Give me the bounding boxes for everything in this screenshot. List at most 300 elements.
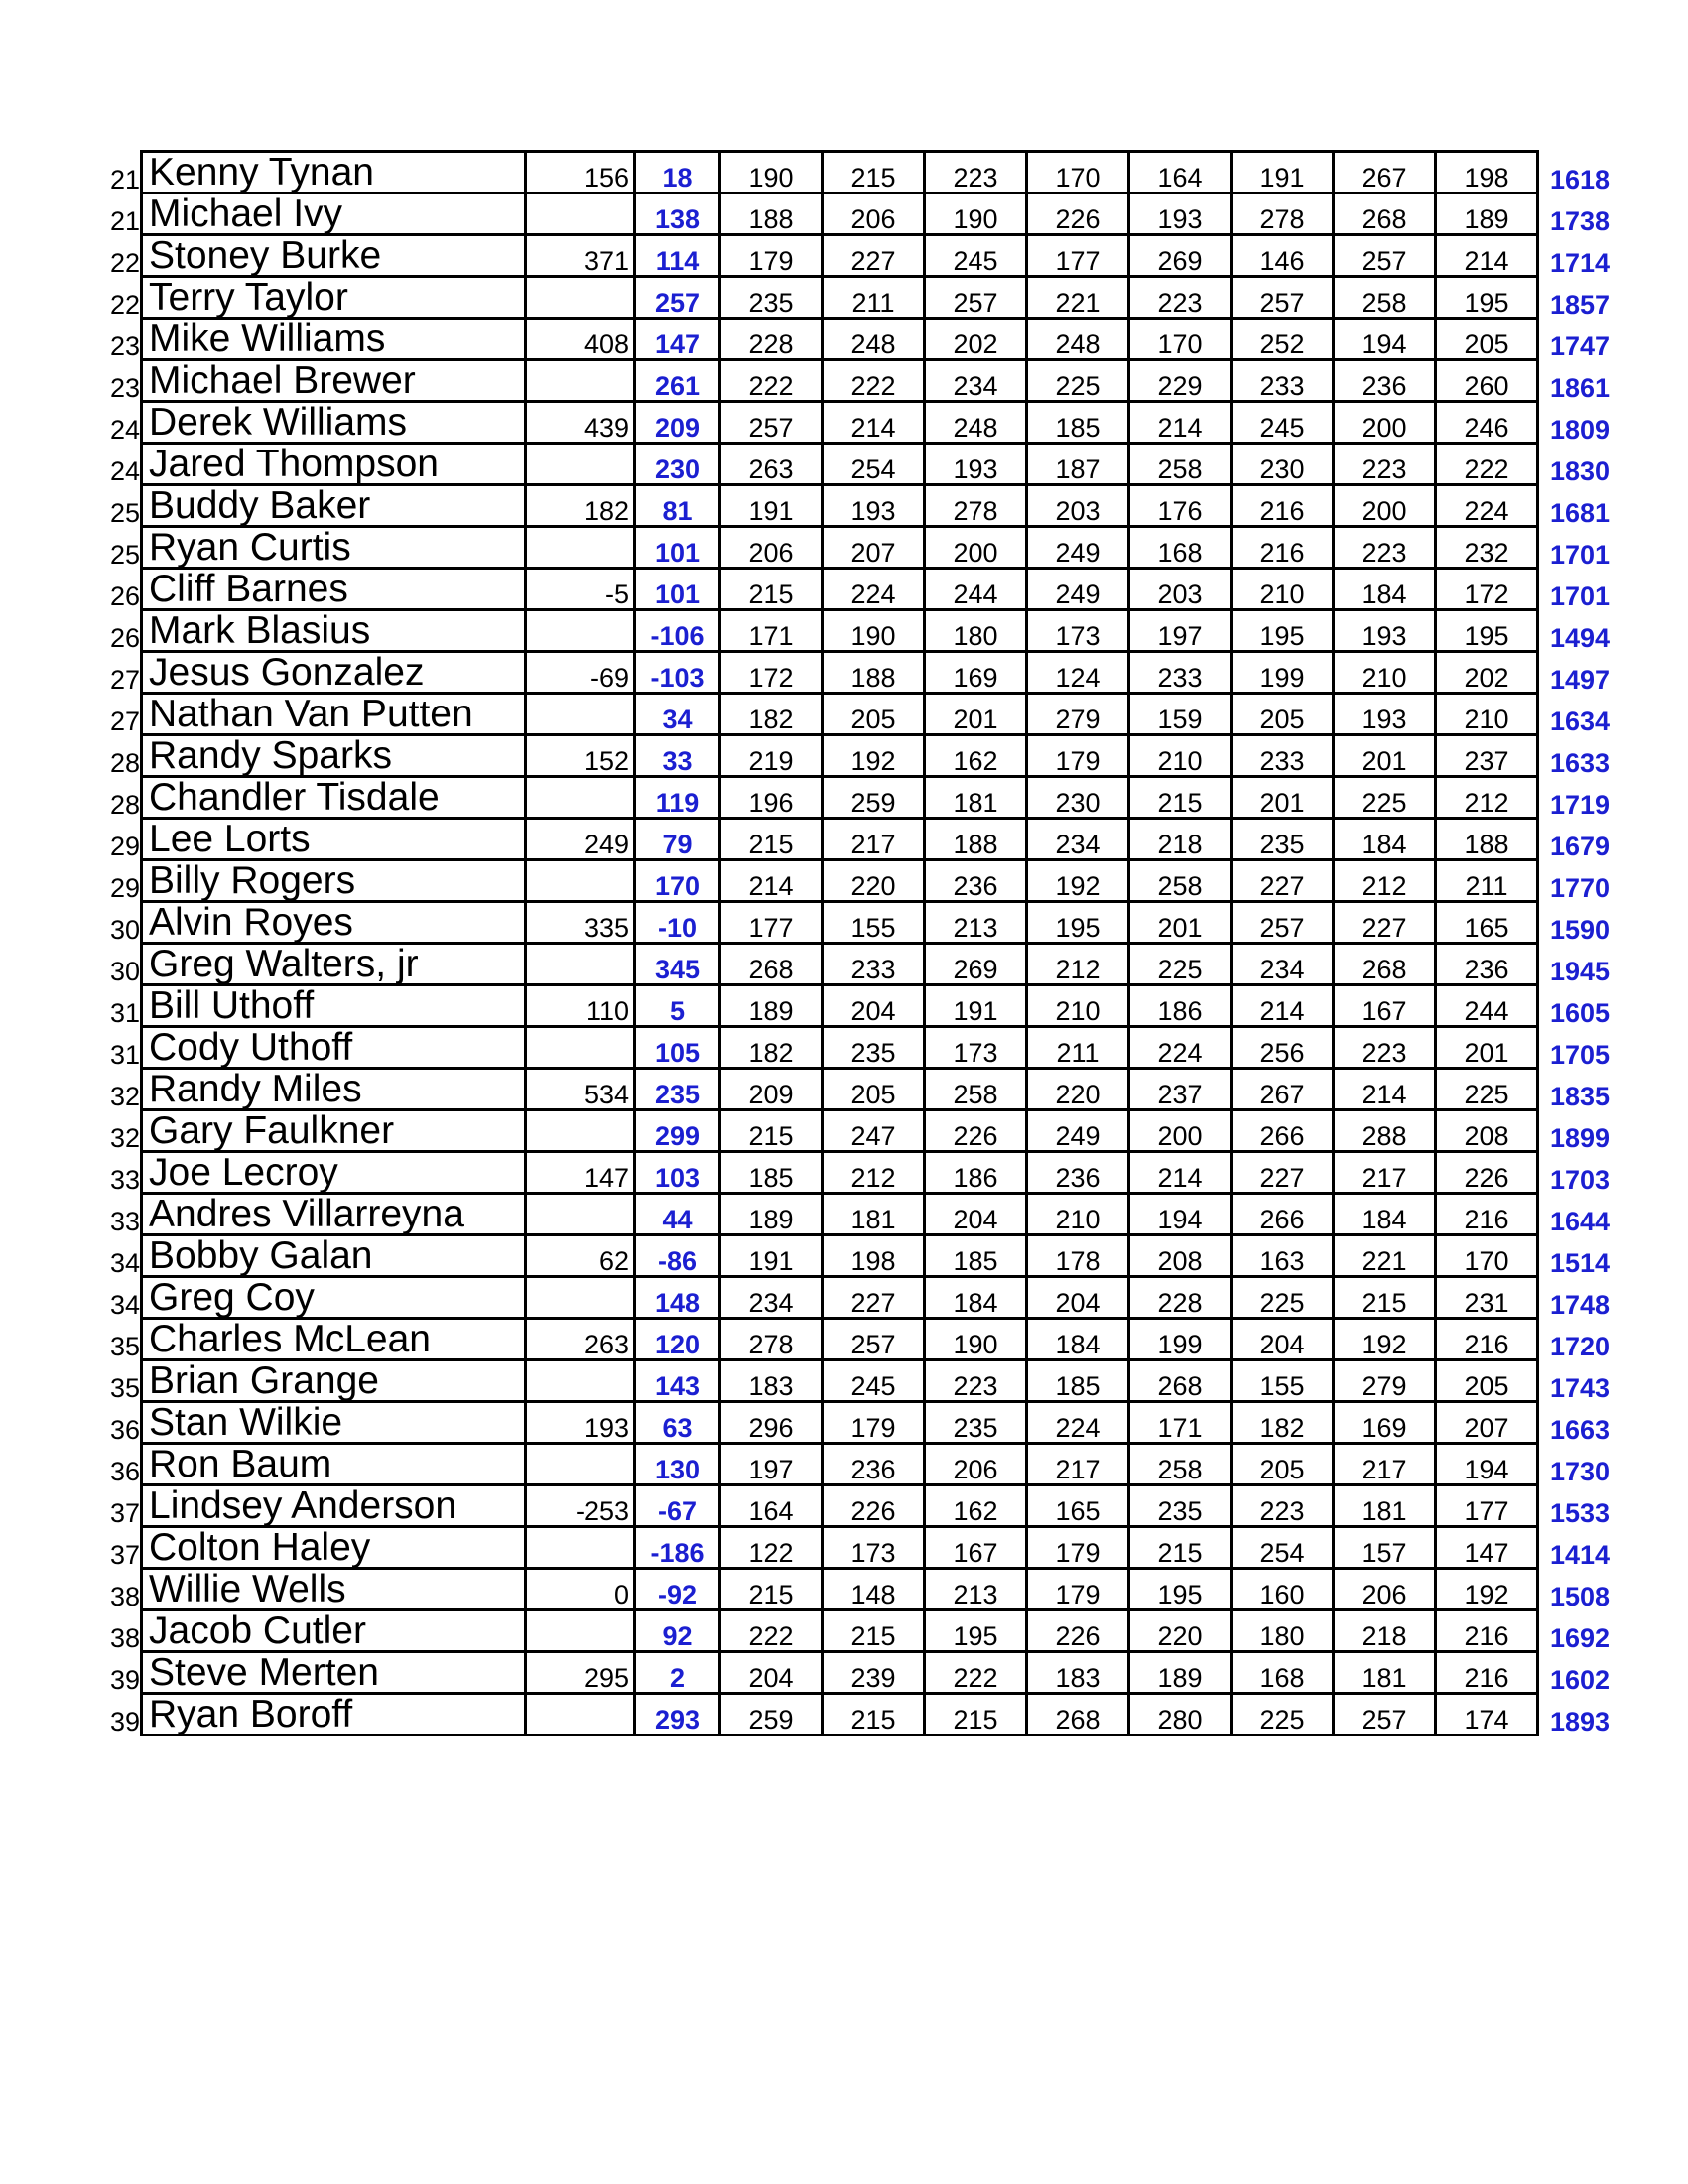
game-score-cell: 224: [823, 569, 925, 610]
game-score-cell: 170: [1436, 1235, 1538, 1277]
game-score-cell: 205: [1436, 319, 1538, 360]
handicap-cell: [526, 860, 635, 902]
differential-cell: 79: [635, 819, 720, 860]
game-score-cell: 248: [1027, 319, 1129, 360]
total-score-cell: 1743: [1549, 1372, 1611, 1403]
bowler-name-cell: Bobby Galan: [142, 1235, 526, 1277]
game-score-cell: 178: [1027, 1235, 1129, 1277]
game-score-cell: 167: [1334, 985, 1436, 1027]
game-score-cell: 226: [1027, 193, 1129, 235]
game-score-cell: 181: [925, 777, 1027, 819]
total-score-cell: 1705: [1549, 1039, 1611, 1070]
game-score-cell: 214: [1232, 985, 1334, 1027]
differential-cell: 235: [635, 1069, 720, 1110]
game-score-cell: 220: [1027, 1069, 1129, 1110]
game-score-cell: 160: [1232, 1569, 1334, 1610]
game-score-cell: 210: [1334, 652, 1436, 694]
handicap-cell: 62: [526, 1235, 635, 1277]
total-score-cell: 1809: [1549, 414, 1611, 445]
game-score-cell: 268: [1027, 1694, 1129, 1735]
game-score-cell: 214: [720, 860, 823, 902]
rank-cell: 22: [109, 247, 140, 278]
game-score-cell: 191: [720, 485, 823, 527]
game-score-cell: 222: [720, 360, 823, 402]
differential-cell: 230: [635, 444, 720, 485]
game-score-cell: 172: [1436, 569, 1538, 610]
handicap-cell: 408: [526, 319, 635, 360]
table-row: [96, 985, 1621, 1027]
rank-cell: 31: [109, 1039, 140, 1070]
game-score-cell: 224: [1129, 1027, 1232, 1069]
game-score-cell: 199: [1232, 652, 1334, 694]
game-score-cell: 229: [1129, 360, 1232, 402]
game-score-cell: 235: [823, 1027, 925, 1069]
game-score-cell: 193: [1334, 610, 1436, 652]
bowler-name-cell: Ryan Curtis: [142, 527, 526, 569]
differential-cell: -103: [635, 652, 720, 694]
game-score-cell: 196: [720, 777, 823, 819]
differential-cell: 34: [635, 694, 720, 735]
bowler-name-cell: Mark Blasius: [142, 610, 526, 652]
game-score-cell: 194: [1436, 1444, 1538, 1485]
game-score-cell: 194: [1334, 319, 1436, 360]
game-score-cell: 163: [1232, 1235, 1334, 1277]
game-score-cell: 226: [823, 1485, 925, 1527]
table-row: [96, 1319, 1621, 1360]
game-score-cell: 170: [1027, 152, 1129, 193]
game-score-cell: 235: [720, 277, 823, 319]
game-score-cell: 182: [720, 1027, 823, 1069]
game-score-cell: 237: [1436, 735, 1538, 777]
total-score-cell: 1514: [1549, 1247, 1611, 1278]
game-score-cell: 173: [1027, 610, 1129, 652]
game-score-cell: 185: [925, 1235, 1027, 1277]
game-score-cell: 204: [1232, 1319, 1334, 1360]
bowler-name-cell: Derek Williams: [142, 402, 526, 444]
rank-cell: 39: [109, 1664, 140, 1695]
table-row: [96, 1152, 1621, 1194]
game-score-cell: 146: [1232, 235, 1334, 277]
game-score-cell: 216: [1436, 1652, 1538, 1694]
game-score-cell: 246: [1436, 402, 1538, 444]
rank-cell: 37: [109, 1497, 140, 1528]
total-score-cell: 1605: [1549, 997, 1611, 1028]
rank-cell: 38: [109, 1581, 140, 1611]
bowler-name-cell: Billy Rogers: [142, 860, 526, 902]
table-row: [96, 902, 1621, 944]
total-score-cell: 1945: [1549, 956, 1611, 986]
game-score-cell: 197: [1129, 610, 1232, 652]
rank-cell: 35: [109, 1331, 140, 1361]
table-row: [96, 235, 1621, 277]
total-score-cell: 1692: [1549, 1622, 1611, 1653]
handicap-cell: [526, 1360, 635, 1402]
game-score-cell: 263: [720, 444, 823, 485]
game-score-cell: 168: [1232, 1652, 1334, 1694]
game-score-cell: 268: [1334, 193, 1436, 235]
bowler-name-cell: Colton Haley: [142, 1527, 526, 1569]
game-score-cell: 215: [823, 152, 925, 193]
total-score-cell: 1701: [1549, 539, 1611, 570]
game-score-cell: 164: [1129, 152, 1232, 193]
game-score-cell: 190: [925, 1319, 1027, 1360]
game-score-cell: 174: [1436, 1694, 1538, 1735]
game-score-cell: 215: [720, 1569, 823, 1610]
game-score-cell: 216: [1436, 1610, 1538, 1652]
bowler-name-cell: Ron Baum: [142, 1444, 526, 1485]
game-score-cell: 198: [1436, 152, 1538, 193]
rank-cell: 33: [109, 1206, 140, 1236]
game-score-cell: 217: [1334, 1152, 1436, 1194]
game-score-cell: 225: [1027, 360, 1129, 402]
handicap-cell: 263: [526, 1319, 635, 1360]
total-score-cell: 1590: [1549, 914, 1611, 945]
game-score-cell: 181: [1334, 1485, 1436, 1527]
bowler-name-cell: Stoney Burke: [142, 235, 526, 277]
rank-cell: 24: [109, 414, 140, 445]
game-score-cell: 259: [823, 777, 925, 819]
table-row: [96, 1110, 1621, 1152]
game-score-cell: 164: [720, 1485, 823, 1527]
game-score-cell: 230: [1027, 777, 1129, 819]
bowler-name-cell: Chandler Tisdale: [142, 777, 526, 819]
bowler-name-cell: Greg Coy: [142, 1277, 526, 1319]
rank-cell: 36: [109, 1456, 140, 1486]
game-score-cell: 191: [925, 985, 1027, 1027]
game-score-cell: 180: [1232, 1610, 1334, 1652]
differential-cell: -92: [635, 1569, 720, 1610]
game-score-cell: 176: [1129, 485, 1232, 527]
game-score-cell: 219: [720, 735, 823, 777]
game-score-cell: 184: [1027, 1319, 1129, 1360]
game-score-cell: 278: [1232, 193, 1334, 235]
game-score-cell: 254: [1232, 1527, 1334, 1569]
game-score-cell: 203: [1129, 569, 1232, 610]
handicap-cell: 110: [526, 985, 635, 1027]
handicap-cell: [526, 1277, 635, 1319]
rank-cell: 31: [109, 997, 140, 1028]
game-score-cell: 206: [720, 527, 823, 569]
game-score-cell: 245: [1232, 402, 1334, 444]
total-score-cell: 1899: [1549, 1122, 1611, 1153]
game-score-cell: 167: [925, 1527, 1027, 1569]
handicap-cell: [526, 360, 635, 402]
differential-cell: 105: [635, 1027, 720, 1069]
game-score-cell: 214: [1334, 1069, 1436, 1110]
handicap-cell: [526, 1610, 635, 1652]
game-score-cell: 215: [1129, 1527, 1232, 1569]
differential-cell: -186: [635, 1527, 720, 1569]
handicap-cell: 0: [526, 1569, 635, 1610]
game-score-cell: 159: [1129, 694, 1232, 735]
game-score-cell: 236: [1027, 1152, 1129, 1194]
bowler-name-cell: Stan Wilkie: [142, 1402, 526, 1444]
game-score-cell: 233: [1129, 652, 1232, 694]
game-score-cell: 177: [1436, 1485, 1538, 1527]
game-score-cell: 201: [1232, 777, 1334, 819]
game-score-cell: 214: [823, 402, 925, 444]
game-score-cell: 257: [1334, 235, 1436, 277]
game-score-cell: 179: [720, 235, 823, 277]
handicap-cell: 249: [526, 819, 635, 860]
game-score-cell: 200: [1334, 402, 1436, 444]
bowler-name-cell: Michael Brewer: [142, 360, 526, 402]
game-score-cell: 223: [1334, 1027, 1436, 1069]
game-score-cell: 205: [823, 1069, 925, 1110]
handicap-cell: 335: [526, 902, 635, 944]
rank-cell: 27: [109, 706, 140, 736]
total-score-cell: 1618: [1549, 164, 1611, 194]
game-score-cell: 217: [1027, 1444, 1129, 1485]
table-row: [96, 193, 1621, 235]
game-score-cell: 212: [1027, 944, 1129, 985]
game-score-cell: 209: [720, 1069, 823, 1110]
game-score-cell: 232: [1436, 527, 1538, 569]
differential-cell: 119: [635, 777, 720, 819]
game-score-cell: 239: [823, 1652, 925, 1694]
game-score-cell: 225: [1129, 944, 1232, 985]
rank-cell: 29: [109, 872, 140, 903]
game-score-cell: 155: [823, 902, 925, 944]
game-score-cell: 223: [1232, 1485, 1334, 1527]
game-score-cell: 188: [823, 652, 925, 694]
differential-cell: 81: [635, 485, 720, 527]
game-score-cell: 227: [1232, 1152, 1334, 1194]
game-score-cell: 168: [1129, 527, 1232, 569]
game-score-cell: 257: [1232, 902, 1334, 944]
rank-cell: 34: [109, 1247, 140, 1278]
differential-cell: -10: [635, 902, 720, 944]
handicap-cell: [526, 944, 635, 985]
game-score-cell: 177: [1027, 235, 1129, 277]
game-score-cell: 230: [1232, 444, 1334, 485]
differential-cell: 293: [635, 1694, 720, 1735]
game-score-cell: 215: [1334, 1277, 1436, 1319]
rank-cell: 23: [109, 372, 140, 403]
game-score-cell: 197: [720, 1444, 823, 1485]
bowler-name-cell: Kenny Tynan: [142, 152, 526, 193]
rank-cell: 33: [109, 1164, 140, 1195]
table-row: [96, 1027, 1621, 1069]
bowler-name-cell: Andres Villarreyna: [142, 1194, 526, 1235]
game-score-cell: 257: [925, 277, 1027, 319]
game-score-cell: 189: [720, 985, 823, 1027]
game-score-cell: 195: [925, 1610, 1027, 1652]
bowler-name-cell: Nathan Van Putten: [142, 694, 526, 735]
bowler-name-cell: Lindsey Anderson: [142, 1485, 526, 1527]
game-score-cell: 204: [720, 1652, 823, 1694]
bowler-name-cell: Terry Taylor: [142, 277, 526, 319]
game-score-cell: 179: [1027, 1527, 1129, 1569]
game-score-cell: 162: [925, 1485, 1027, 1527]
handicap-cell: [526, 1110, 635, 1152]
rank-cell: 21: [109, 164, 140, 194]
game-score-cell: 216: [1232, 527, 1334, 569]
game-score-cell: 279: [1027, 694, 1129, 735]
total-score-cell: 1703: [1549, 1164, 1611, 1195]
game-score-cell: 201: [1334, 735, 1436, 777]
handicap-cell: 156: [526, 152, 635, 193]
game-score-cell: 218: [1334, 1610, 1436, 1652]
rank-cell: 30: [109, 914, 140, 945]
game-score-cell: 189: [1436, 193, 1538, 235]
game-score-cell: 206: [1334, 1569, 1436, 1610]
table-row: [96, 485, 1621, 527]
game-score-cell: 192: [1436, 1569, 1538, 1610]
total-score-cell: 1681: [1549, 497, 1611, 528]
handicap-cell: 371: [526, 235, 635, 277]
differential-cell: 63: [635, 1402, 720, 1444]
game-score-cell: 260: [1436, 360, 1538, 402]
game-score-cell: 222: [1436, 444, 1538, 485]
differential-cell: 170: [635, 860, 720, 902]
game-score-cell: 184: [1334, 569, 1436, 610]
total-score-cell: 1893: [1549, 1706, 1611, 1736]
rank-cell: 28: [109, 747, 140, 778]
differential-cell: -86: [635, 1235, 720, 1277]
game-score-cell: 193: [1129, 193, 1232, 235]
table-row: [96, 1444, 1621, 1485]
game-score-cell: 227: [823, 1277, 925, 1319]
total-score-cell: 1747: [1549, 330, 1611, 361]
game-score-cell: 173: [925, 1027, 1027, 1069]
table-row: [96, 569, 1621, 610]
game-score-cell: 248: [925, 402, 1027, 444]
table-row: [96, 610, 1621, 652]
handicap-cell: -69: [526, 652, 635, 694]
game-score-cell: 165: [1436, 902, 1538, 944]
rank-cell: 27: [109, 664, 140, 695]
game-score-cell: 177: [720, 902, 823, 944]
bowler-name-cell: Randy Sparks: [142, 735, 526, 777]
table-row: [96, 1569, 1621, 1610]
rank-cell: 32: [109, 1081, 140, 1111]
total-score-cell: 1835: [1549, 1081, 1611, 1111]
game-score-cell: 222: [720, 1610, 823, 1652]
handicap-cell: 439: [526, 402, 635, 444]
table-row: [96, 819, 1621, 860]
game-score-cell: 216: [1232, 485, 1334, 527]
handicap-cell: 152: [526, 735, 635, 777]
game-score-cell: 266: [1232, 1194, 1334, 1235]
bowler-name-cell: Steve Merten: [142, 1652, 526, 1694]
scores-table: [96, 150, 1621, 1736]
total-score-cell: 1633: [1549, 747, 1611, 778]
game-score-cell: 205: [1232, 694, 1334, 735]
rank-cell: 35: [109, 1372, 140, 1403]
game-score-cell: 169: [1334, 1402, 1436, 1444]
game-score-cell: 185: [720, 1152, 823, 1194]
game-score-cell: 215: [720, 1110, 823, 1152]
total-score-cell: 1719: [1549, 789, 1611, 820]
rank-cell: 26: [109, 580, 140, 611]
game-score-cell: 215: [925, 1694, 1027, 1735]
game-score-cell: 179: [823, 1402, 925, 1444]
table-row: [96, 1069, 1621, 1110]
game-score-cell: 212: [823, 1152, 925, 1194]
game-score-cell: 192: [823, 735, 925, 777]
bowler-name-cell: Randy Miles: [142, 1069, 526, 1110]
game-score-cell: 202: [925, 319, 1027, 360]
game-score-cell: 223: [925, 1360, 1027, 1402]
game-score-cell: 215: [823, 1694, 925, 1735]
game-score-cell: 236: [925, 860, 1027, 902]
game-score-cell: 206: [925, 1444, 1027, 1485]
handicap-cell: [526, 694, 635, 735]
game-score-cell: 278: [925, 485, 1027, 527]
game-score-cell: 244: [1436, 985, 1538, 1027]
rank-cell: 26: [109, 622, 140, 653]
table-row: [96, 735, 1621, 777]
handicap-cell: 193: [526, 1402, 635, 1444]
bowler-name-cell: Charles McLean: [142, 1319, 526, 1360]
game-score-cell: 213: [925, 1569, 1027, 1610]
handicap-cell: [526, 1527, 635, 1569]
game-score-cell: 191: [720, 1235, 823, 1277]
table-row: [96, 1694, 1621, 1735]
game-score-cell: 190: [925, 193, 1027, 235]
game-score-cell: 165: [1027, 1485, 1129, 1527]
game-score-cell: 210: [1436, 694, 1538, 735]
game-score-cell: 236: [1436, 944, 1538, 985]
game-score-cell: 258: [1129, 1444, 1232, 1485]
game-score-cell: 213: [925, 902, 1027, 944]
game-score-cell: 249: [1027, 527, 1129, 569]
game-score-cell: 247: [823, 1110, 925, 1152]
game-score-cell: 218: [1129, 819, 1232, 860]
game-score-cell: 237: [1129, 1069, 1232, 1110]
game-score-cell: 200: [1334, 485, 1436, 527]
game-score-cell: 222: [823, 360, 925, 402]
table-row: [96, 652, 1621, 694]
game-score-cell: 211: [823, 277, 925, 319]
bowler-name-cell: Lee Lorts: [142, 819, 526, 860]
game-score-cell: 157: [1334, 1527, 1436, 1569]
handicap-cell: [526, 1444, 635, 1485]
game-score-cell: 205: [1436, 1360, 1538, 1402]
bowler-name-cell: Greg Walters, jr: [142, 944, 526, 985]
game-score-cell: 190: [720, 152, 823, 193]
game-score-cell: 195: [1232, 610, 1334, 652]
total-score-cell: 1634: [1549, 706, 1611, 736]
rank-cell: 38: [109, 1622, 140, 1653]
rank-cell: 25: [109, 497, 140, 528]
game-score-cell: 188: [925, 819, 1027, 860]
game-score-cell: 214: [1129, 402, 1232, 444]
differential-cell: 5: [635, 985, 720, 1027]
handicap-cell: [526, 777, 635, 819]
table-row: [96, 1402, 1621, 1444]
game-score-cell: 193: [823, 485, 925, 527]
handicap-cell: [526, 610, 635, 652]
game-score-cell: 268: [720, 944, 823, 985]
game-score-cell: 280: [1129, 1694, 1232, 1735]
rank-cell: 21: [109, 205, 140, 236]
total-score-cell: 1508: [1549, 1581, 1611, 1611]
game-score-cell: 223: [1334, 444, 1436, 485]
differential-cell: 92: [635, 1610, 720, 1652]
table-row: [96, 1610, 1621, 1652]
game-score-cell: 169: [925, 652, 1027, 694]
game-score-cell: 220: [1129, 1610, 1232, 1652]
total-score-cell: 1679: [1549, 831, 1611, 861]
game-score-cell: 224: [1436, 485, 1538, 527]
bowler-name-cell: Jesus Gonzalez: [142, 652, 526, 694]
differential-cell: 44: [635, 1194, 720, 1235]
table-row: [96, 1485, 1621, 1527]
rank-cell: 37: [109, 1539, 140, 1570]
bowler-name-cell: Gary Faulkner: [142, 1110, 526, 1152]
